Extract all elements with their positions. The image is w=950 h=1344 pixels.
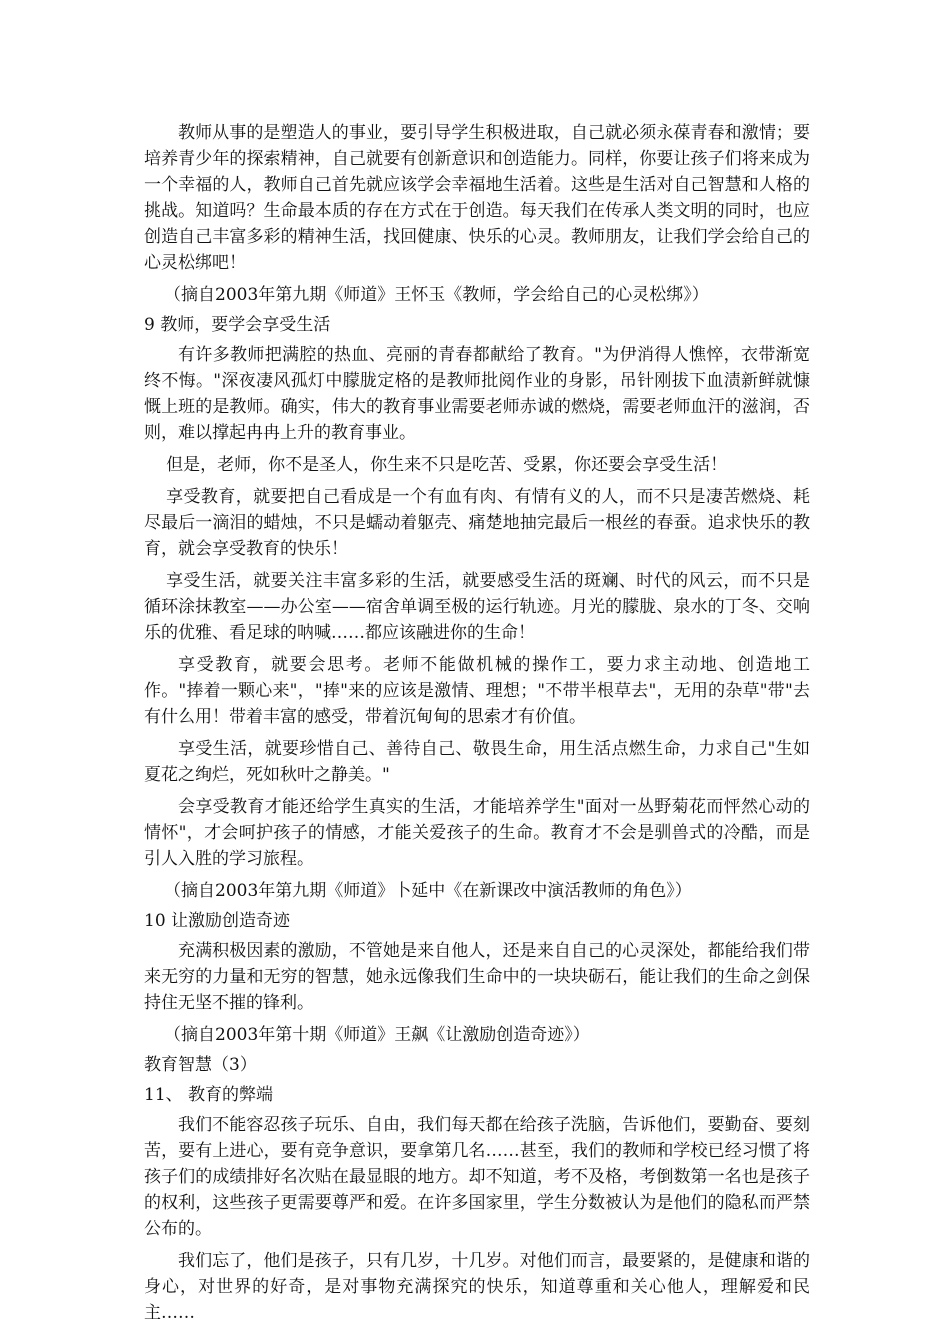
paragraph: 享受教育，就要会思考。老师不能做机械的操作工，要力求主动地、创造地工作。"捧着一颗心来"，"捧"来的应该是激情、理想；"不带半根草去"，无用的杂草"带"去有什么用！带着丰富的感受，带着沉甸甸的思索才有价值。 xyxy=(144,655,810,727)
section-heading: 教育智慧（3） xyxy=(144,1055,257,1075)
paragraph: 充满积极因素的激励，不管她是来自他人，还是来自自己的心灵深处，都能给我们带来无穷的力量和无穷的智慧，她永远像我们生命中的一块块砺石，能让我们的生命之剑保持住无坚不摧的锋利。 xyxy=(144,941,810,1013)
paragraph: 我们忘了，他们是孩子，只有几岁，十几岁。对他们而言，最要紧的，是健康和谐的身心，对世界的好奇，是对事物充满探究的快乐，知道尊重和关心他人，理解爱和民主…… xyxy=(144,1251,810,1323)
paragraph: 我们不能容忍孩子玩乐、自由，我们每天都在给孩子洗脑，告诉他们，要勤奋、要刻苦，要有上进心，要有竞争意识，要拿第几名……甚至，我们的教师和学校已经习惯了将孩子们的成绩排好名次贴在最显眼的地方。却不知道，考不及格，考倒数第一名也是孩子的权利，这些孩子更需要尊严和爱。在许多国家里，学生分数被认为是他们的隐私而严禁公布的。 xyxy=(144,1115,810,1239)
document-body xyxy=(144,120,810,1332)
paragraph: 有许多教师把满腔的热血、亮丽的青春都献给了教育。"为伊消得人憔悴，衣带渐宽终不悔。"深夜凄风孤灯中朦胧定格的是教师批阅作业的身影，吊针刚拔下血渍新鲜就慷慨上班的是教师。确实，伟大的教育事业需要老师赤诚的燃烧，需要老师血汗的滋润，否则，难以撑起冉冉上升的教育事业。 xyxy=(144,345,810,443)
citation: （摘自2003年第九期《师道》王怀玉《教师，学会给自己的心灵松绑》） xyxy=(164,285,709,305)
section-heading: 9 教师，要学会享受生活 xyxy=(144,315,331,335)
paragraph: 会享受教育才能还给学生真实的生活，才能培养学生"面对一丛野菊花而怦然心动的情怀"，才会呵护孩子的情感，才能关爱孩子的生命。教育才不会是驯兽式的冷酷，而是引人入胜的学习旅程。 xyxy=(144,797,810,869)
paragraph: 享受教育，就要把自己看成是一个有血有肉、有情有义的人，而不只是凄苦燃烧、耗尽最后一滴泪的蜡烛，不只是蠕动着躯壳、痛楚地抽完最后一根丝的春蚕。追求快乐的教育，就会享受教育的快乐！ xyxy=(144,487,810,559)
citation: （摘自2003年第九期《师道》卜延中《在新课改中演活教师的角色》） xyxy=(164,881,692,901)
citation: （摘自2003年第十期《师道》王飙《让激励创造奇迹》） xyxy=(164,1025,590,1045)
paragraph: 但是，老师，你不是圣人，你生来不只是吃苦、受累，你还要会享受生活！ xyxy=(166,455,728,475)
paragraph: 享受生活，就要珍惜自己、善待自己、敬畏生命，用生活点燃生命，力求自己"生如夏花之绚烂，死如秋叶之静美。" xyxy=(144,739,810,785)
section-heading: 11、 教育的弊端 xyxy=(144,1085,274,1105)
section-heading: 10 让激励创造奇迹 xyxy=(144,911,291,931)
paragraph: 教师从事的是塑造人的事业，要引导学生积极进取，自己就必须永葆青春和激情；要培养青少年的探索精神，自己就要有创新意识和创造能力。同样，你要让孩子们将来成为一个幸福的人，教师自己首先就应该学会幸福地生活着。这些是生活对自己智慧和人格的挑战。知道吗？生命最本质的存在方式在于创造。每天我们在传承人类文明的同时，也应创造自己丰富多彩的精神生活，找回健康、快乐的心灵。教师朋友，让我们学会给自己的心灵松绑吧！ xyxy=(144,123,810,273)
paragraph: 享受生活，就要关注丰富多彩的生活，就要感受生活的斑斓、时代的风云，而不只是循环涂抹教室——办公室——宿舍单调至极的运行轨迹。月光的朦胧、泉水的丁冬、交响乐的优雅、看足球的呐喊……都应该融进你的生命！ xyxy=(144,571,810,643)
